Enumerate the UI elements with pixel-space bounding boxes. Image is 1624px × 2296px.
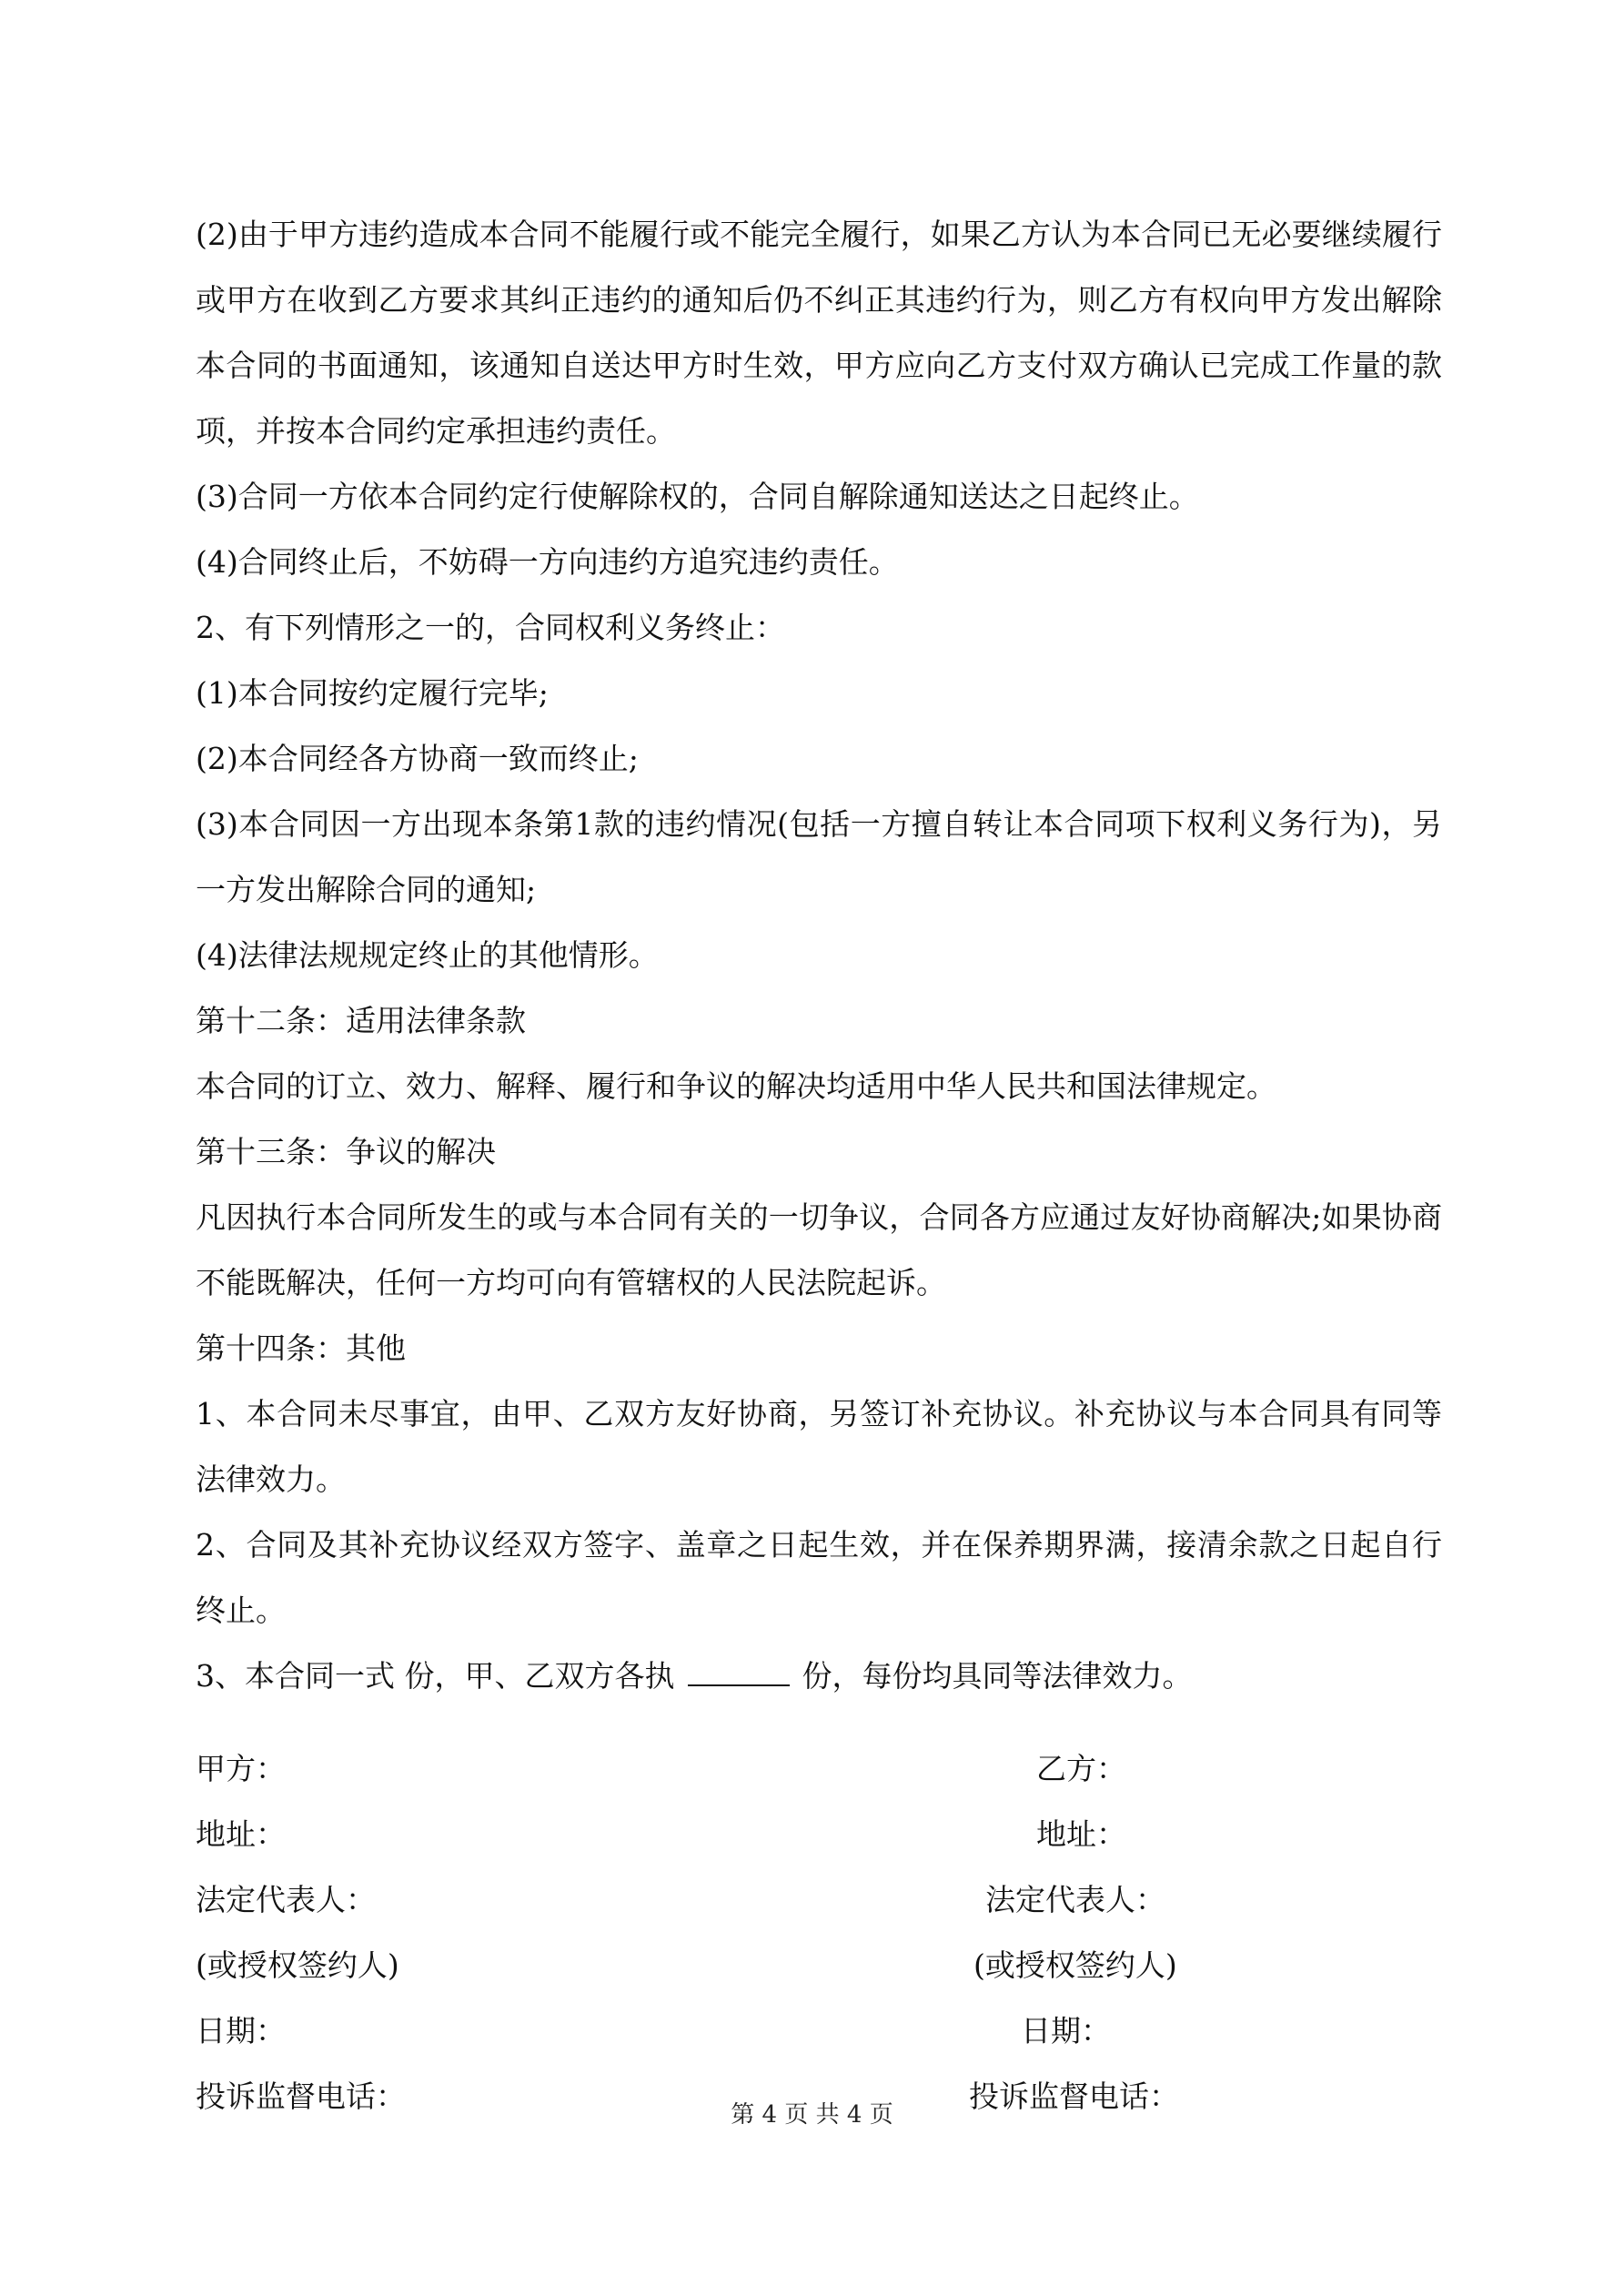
party-a-representative-label: 法定代表人： — [196, 1882, 376, 1917]
article-heading: 第十三条：争议的解决 — [196, 1134, 496, 1169]
contract-body — [196, 202, 1442, 1709]
party-b-authorized-signer-label: (或授权签约人) — [973, 1947, 1177, 1983]
party-a-address-label: 地址： — [196, 1816, 286, 1852]
party-a-complaint-phone-label: 投诉监督电话： — [196, 2079, 406, 2114]
party-a-label: 甲方： — [196, 1751, 286, 1786]
article-heading: 第十二条：适用法律条款 — [196, 1003, 526, 1038]
clause-paragraph: (4)法律法规规定终止的其他情形。 — [196, 937, 659, 973]
party-a-authorized-signer-label: (或授权签约人) — [196, 1947, 399, 1983]
clause-paragraph: 1、本合同未尽事宜，由甲、乙双方友好协商，另签订补充协议。补充协议与本合同具有同等法律效力。 — [196, 1396, 1442, 1497]
clause-paragraph: (3)本合同因一方出现本条第1款的违约情况(包括一方擅自转让本合同项下权利义务行为)，另一方发出解除合同的通知; — [196, 806, 1442, 907]
page-number-footer: 第 4 页 共 4 页 — [731, 2101, 893, 2129]
copies-text-after: 份，每份均具同等法律效力。 — [802, 1658, 1193, 1694]
party-b-label: 乙方： — [1036, 1751, 1126, 1786]
clause-paragraph: (3)合同一方依本合同约定行使解除权的，合同自解除通知送达之日起终止。 — [196, 479, 1199, 514]
party-b-signature-block — [969, 1736, 1179, 2129]
clause-paragraph: (2)本合同经各方协商一致而终止; — [196, 741, 639, 776]
party-b-representative-label: 法定代表人： — [985, 1882, 1165, 1917]
clause-paragraph: (1)本合同按约定履行完毕; — [196, 675, 549, 711]
copies-clause — [196, 1644, 1442, 1709]
party-b-address-label: 地址： — [1036, 1816, 1126, 1852]
clause-paragraph: (2)由于甲方违约造成本合同不能履行或不能完全履行，如果乙方认为本合同已无必要继续履行或甲方在收到乙方要求其纠正违约的通知后仍不纠正其违约行为，则乙方有权向甲方发出解除本合同的书面通知，该通知自送达甲方时生效，甲方应向乙方支付双方确认已完成工作量的款项，并按本合同约定承担违约责任。 — [196, 217, 1442, 449]
clause-paragraph: 本合同的订立、效力、解释、履行和争议的解决均适用中华人民共和国法律规定。 — [196, 1068, 1276, 1104]
party-a-signature-block — [196, 1736, 406, 2129]
clause-paragraph: 2、合同及其补充协议经双方签字、盖章之日起生效，并在保养期界满，接清余款之日起自行终止。 — [196, 1527, 1442, 1628]
party-a-date-label: 日期： — [196, 2013, 286, 2048]
clause-paragraph: 凡因执行本合同所发生的或与本合同有关的一切争议，合同各方应通过友好协商解决;如果协商不能既解决，任何一方均可向有管辖权的人民法院起诉。 — [196, 1199, 1442, 1300]
party-b-date-label: 日期： — [1021, 2013, 1111, 2048]
clause-paragraph: 2、有下列情形之一的，合同权利义务终止： — [196, 610, 785, 645]
clause-paragraph: (4)合同终止后，不妨碍一方向违约方追究违约责任。 — [196, 544, 899, 580]
copies-text-before: 3、本合同一式 份，甲、乙双方各执 — [196, 1658, 675, 1694]
party-b-complaint-phone-label: 投诉监督电话： — [969, 2079, 1179, 2114]
article-heading: 第十四条：其他 — [196, 1330, 406, 1366]
copies-blank — [688, 1657, 790, 1686]
